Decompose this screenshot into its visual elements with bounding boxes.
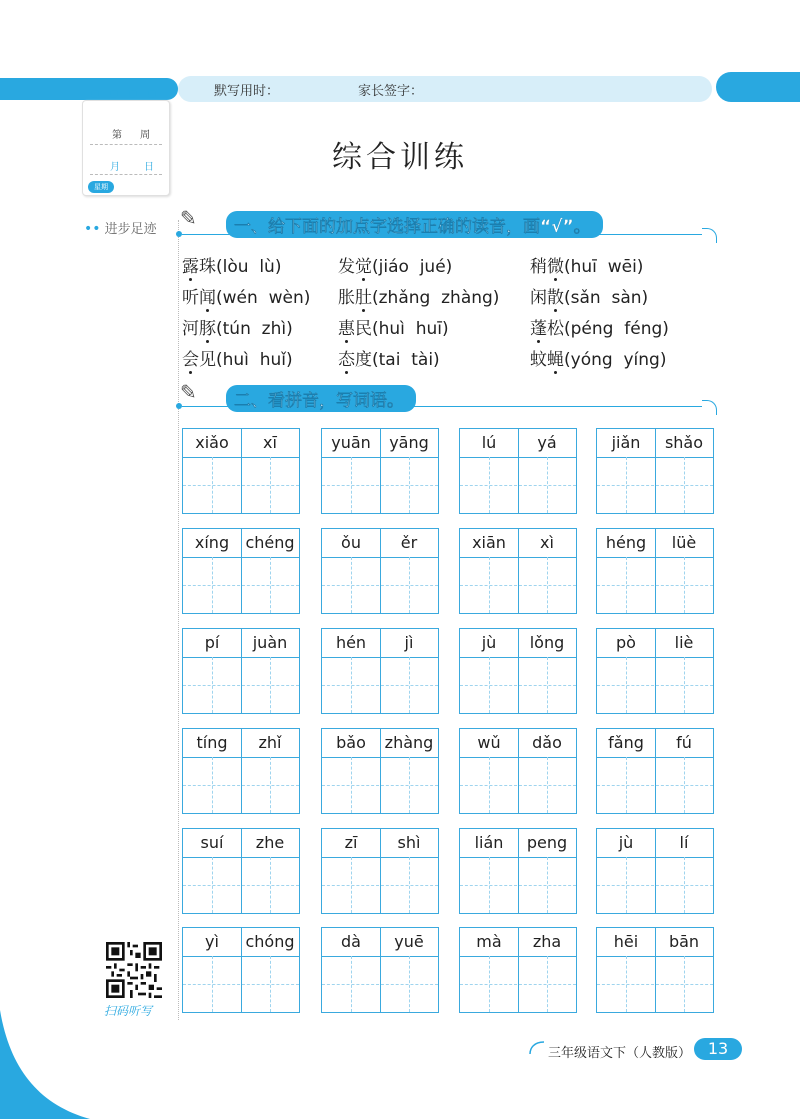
- word-char: 散: [547, 288, 564, 308]
- calendar-ring: [110, 90, 118, 98]
- pinyin-syllable: tíng: [196, 733, 228, 752]
- guide-line: [460, 785, 576, 786]
- weekday-badge: 星期: [88, 181, 114, 193]
- footer-book-title: 三年级语文下（人教版）: [548, 1046, 692, 1061]
- guide-line: [626, 956, 627, 1012]
- question-item[interactable]: [182, 345, 293, 370]
- qr-code-icon[interactable]: [106, 942, 162, 998]
- pinyin-syllable: pò: [616, 633, 636, 652]
- guide-line: [547, 857, 548, 913]
- writing-cell[interactable]: [596, 628, 714, 714]
- writing-cell[interactable]: [182, 927, 300, 1013]
- guide-line: [351, 956, 352, 1012]
- pinyin-syllable: yì: [205, 932, 219, 951]
- word-char: 河: [182, 319, 199, 339]
- pinyin-syllable: peng: [526, 833, 568, 852]
- writing-cell[interactable]: [459, 428, 577, 514]
- writing-cell[interactable]: [182, 828, 300, 914]
- guide-line: [597, 685, 713, 686]
- pinyin-syllable: jù: [618, 833, 634, 852]
- guide-line: [684, 457, 685, 513]
- dictation-time-label: 默写用时：: [214, 84, 280, 99]
- guide-line: [322, 585, 438, 586]
- guide-line: [270, 457, 271, 513]
- writing-cell[interactable]: [182, 528, 300, 614]
- pinyin-syllable: ǒu: [341, 533, 361, 552]
- guide-line: [212, 657, 213, 713]
- page-number: 13: [694, 1038, 742, 1060]
- section1-title: 一、给下面的加点字选择正确的读音，画“√”。: [226, 211, 603, 238]
- calendar-ring: [129, 90, 137, 98]
- writing-cell[interactable]: [182, 628, 300, 714]
- word-char: 见: [199, 350, 216, 370]
- writing-cell[interactable]: [459, 828, 577, 914]
- writing-cell[interactable]: [321, 828, 439, 914]
- writing-cell[interactable]: [321, 628, 439, 714]
- guide-line: [351, 657, 352, 713]
- guide-line: [547, 956, 548, 1012]
- guide-line: [351, 457, 352, 513]
- calendar-week-prefix: 第: [112, 130, 122, 141]
- word-char: 微: [547, 257, 564, 277]
- pinyin-syllable: yá: [537, 433, 557, 452]
- guide-line: [409, 757, 410, 813]
- guide-line: [597, 785, 713, 786]
- pinyin-syllable: mà: [476, 932, 502, 951]
- pinyin-syllable: ěr: [400, 533, 418, 552]
- pinyin-syllable: lí: [679, 833, 689, 852]
- guide-line: [597, 984, 713, 985]
- pinyin-syllable: pí: [204, 633, 220, 652]
- guide-line: [409, 557, 410, 613]
- guide-line: [547, 757, 548, 813]
- word-char: 豚: [199, 319, 216, 339]
- writing-cell[interactable]: [182, 428, 300, 514]
- writing-cell[interactable]: [596, 728, 714, 814]
- word-char: 蓬: [530, 319, 547, 339]
- guide-line: [322, 785, 438, 786]
- guide-line: [409, 657, 410, 713]
- question-item[interactable]: [530, 345, 666, 370]
- guide-line: [212, 956, 213, 1012]
- guide-line: [183, 885, 299, 886]
- guide-line: [489, 457, 490, 513]
- pinyin-syllable: zhàng: [384, 733, 434, 752]
- word-char: 会: [182, 350, 199, 370]
- writing-cell[interactable]: [182, 728, 300, 814]
- progress-footprints: [84, 218, 157, 237]
- pinyin-syllable: xíng: [194, 533, 230, 552]
- pencil-icon: ✎: [180, 380, 197, 404]
- word-char: 听: [182, 288, 199, 308]
- word-char: 民: [355, 319, 372, 339]
- pinyin-syllable: yuān: [331, 433, 371, 452]
- guide-line: [597, 485, 713, 486]
- calendar-month: 月: [110, 162, 120, 173]
- guide-line: [270, 557, 271, 613]
- pinyin-syllable: zhe: [255, 833, 285, 852]
- pinyin-syllable: fú: [676, 733, 692, 752]
- pinyin-syllable: xī: [263, 433, 277, 452]
- section-rule-curve: [702, 400, 717, 415]
- writing-cell[interactable]: [459, 528, 577, 614]
- guide-line: [626, 657, 627, 713]
- pinyin-options: (yóng yíng): [564, 350, 667, 370]
- guide-line: [351, 757, 352, 813]
- word-char: 度: [355, 350, 372, 370]
- pinyin-syllable: héng: [605, 533, 647, 552]
- question-item[interactable]: [182, 314, 293, 339]
- pinyin-syllable: zha: [532, 932, 562, 951]
- header-bar-right: [716, 72, 800, 102]
- guide-line: [212, 857, 213, 913]
- guide-line: [489, 857, 490, 913]
- guide-line: [489, 557, 490, 613]
- guide-line: [626, 557, 627, 613]
- section2-title: 二、看拼音，写词语。: [226, 385, 416, 412]
- pinyin-syllable: shǎo: [664, 433, 704, 452]
- pinyin-syllable: juàn: [252, 633, 288, 652]
- word-char: 胀: [338, 288, 355, 308]
- writing-cell[interactable]: [321, 728, 439, 814]
- guide-line: [183, 685, 299, 686]
- pinyin-syllable: fǎng: [608, 733, 644, 752]
- guide-line: [183, 984, 299, 985]
- word-char: 闻: [199, 288, 216, 308]
- question-item[interactable]: [182, 283, 310, 308]
- guide-line: [270, 657, 271, 713]
- guide-line: [460, 585, 576, 586]
- question-item[interactable]: [530, 283, 648, 308]
- calendar-ring: [91, 90, 99, 98]
- calendar-ring: [148, 90, 156, 98]
- guide-line: [351, 857, 352, 913]
- guide-line: [547, 657, 548, 713]
- guide-line: [597, 585, 713, 586]
- pinyin-syllable: wǔ: [477, 733, 501, 752]
- question-item[interactable]: [182, 252, 281, 277]
- pinyin-syllable: bān: [668, 932, 700, 951]
- pinyin-options: (sǎn sàn): [564, 288, 649, 308]
- pinyin-options: (tai tài): [372, 350, 440, 370]
- guide-line: [626, 757, 627, 813]
- guide-line: [684, 757, 685, 813]
- pinyin-syllable: yāng: [389, 433, 429, 452]
- guide-line: [409, 457, 410, 513]
- word-char: 觉: [355, 257, 372, 277]
- pinyin-syllable: hén: [335, 633, 367, 652]
- pinyin-options: (tún zhì): [216, 319, 293, 339]
- writing-cell[interactable]: [321, 428, 439, 514]
- question-item[interactable]: [338, 252, 452, 277]
- pinyin-syllable: xiān: [472, 533, 506, 552]
- word-char: 闲: [530, 288, 547, 308]
- guide-line: [684, 657, 685, 713]
- writing-cell[interactable]: [596, 428, 714, 514]
- pencil-icon: ✎: [180, 206, 197, 230]
- guide-line: [322, 685, 438, 686]
- guide-line: [489, 757, 490, 813]
- guide-line: [212, 757, 213, 813]
- pinyin-options: (lòu lù): [216, 257, 282, 277]
- pinyin-options: (huī wēi): [564, 257, 644, 277]
- guide-line: [547, 457, 548, 513]
- guide-line: [322, 485, 438, 486]
- pinyin-options: (huì huī): [372, 319, 449, 339]
- pinyin-options: (péng féng): [564, 319, 669, 339]
- guide-line: [270, 857, 271, 913]
- word-char: 稍: [530, 257, 547, 277]
- section-rule-curve: [702, 228, 717, 243]
- guide-line: [409, 956, 410, 1012]
- writing-cell[interactable]: [321, 528, 439, 614]
- footprint-icon: ••: [84, 221, 101, 237]
- guide-line: [547, 557, 548, 613]
- pinyin-syllable: liè: [674, 633, 694, 652]
- parent-sign-label: 家长签字：: [358, 84, 424, 99]
- progress-text: 进步足迹: [104, 222, 157, 237]
- writing-cell[interactable]: [596, 828, 714, 914]
- word-char: 松: [547, 319, 564, 339]
- page-title: 综合训练: [332, 140, 468, 175]
- question-item[interactable]: [338, 314, 449, 339]
- question-item[interactable]: [338, 345, 440, 370]
- pinyin-syllable: chéng: [245, 533, 295, 552]
- question-item[interactable]: [338, 283, 499, 308]
- guide-line: [460, 984, 576, 985]
- pinyin-syllable: zhǐ: [258, 733, 282, 752]
- guide-line: [489, 657, 490, 713]
- guide-line: [212, 557, 213, 613]
- guide-line: [626, 457, 627, 513]
- guide-line: [409, 857, 410, 913]
- writing-cell[interactable]: [459, 927, 577, 1013]
- word-char: 珠: [199, 257, 216, 277]
- pinyin-syllable: hēi: [613, 932, 639, 951]
- guide-line: [183, 585, 299, 586]
- pinyin-syllable: jiǎn: [611, 433, 641, 452]
- qr-label: 扫码听写: [104, 1004, 153, 1018]
- writing-cell[interactable]: [596, 927, 714, 1013]
- pinyin-syllable: jì: [404, 633, 414, 652]
- pinyin-syllable: lián: [474, 833, 504, 852]
- pinyin-syllable: jù: [481, 633, 497, 652]
- calendar-day: 日: [144, 162, 154, 173]
- pinyin-options: (wén wèn): [216, 288, 311, 308]
- pinyin-options: (jiáo jué): [372, 257, 453, 277]
- question-item[interactable]: [530, 252, 643, 277]
- guide-line: [684, 956, 685, 1012]
- guide-line: [270, 757, 271, 813]
- pinyin-syllable: zī: [344, 833, 358, 852]
- pinyin-syllable: dǎo: [532, 733, 562, 752]
- word-char: 蝇: [547, 350, 564, 370]
- pinyin-syllable: xì: [540, 533, 554, 552]
- calendar-week-suffix: 周: [140, 130, 150, 141]
- pinyin-syllable: xiǎo: [195, 433, 229, 452]
- margin-line: [178, 220, 179, 1020]
- word-char: 态: [338, 350, 355, 370]
- corner-decoration: [0, 1010, 90, 1119]
- guide-line: [489, 956, 490, 1012]
- pinyin-options: (huì huǐ): [216, 350, 293, 370]
- pinyin-syllable: lú: [481, 433, 497, 452]
- pinyin-syllable: bǎo: [336, 733, 366, 752]
- guide-line: [322, 885, 438, 886]
- pinyin-syllable: yuē: [394, 932, 424, 951]
- footer-curve: [528, 1040, 546, 1056]
- pinyin-syllable: shì: [397, 833, 421, 852]
- pinyin-options: (zhǎng zhàng): [372, 288, 500, 308]
- guide-line: [270, 956, 271, 1012]
- word-char: 惠: [338, 319, 355, 339]
- guide-line: [597, 885, 713, 886]
- guide-line: [351, 557, 352, 613]
- guide-line: [460, 485, 576, 486]
- guide-line: [684, 857, 685, 913]
- word-char: 露: [182, 257, 199, 277]
- question-item[interactable]: [530, 314, 669, 339]
- word-char: 发: [338, 257, 355, 277]
- pinyin-syllable: lüè: [671, 533, 697, 552]
- guide-line: [212, 457, 213, 513]
- guide-line: [684, 557, 685, 613]
- pinyin-syllable: dà: [341, 932, 361, 951]
- guide-line: [460, 685, 576, 686]
- writing-cell[interactable]: [596, 528, 714, 614]
- pinyin-syllable: lǒng: [529, 633, 565, 652]
- guide-line: [322, 984, 438, 985]
- guide-line: [626, 857, 627, 913]
- pinyin-syllable: suí: [200, 833, 224, 852]
- writing-cell[interactable]: [459, 728, 577, 814]
- writing-cell[interactable]: [321, 927, 439, 1013]
- guide-line: [460, 885, 576, 886]
- pinyin-syllable: chóng: [245, 932, 295, 951]
- guide-line: [183, 785, 299, 786]
- word-char: 蚊: [530, 350, 547, 370]
- word-char: 肚: [355, 288, 372, 308]
- guide-line: [183, 485, 299, 486]
- writing-cell[interactable]: [459, 628, 577, 714]
